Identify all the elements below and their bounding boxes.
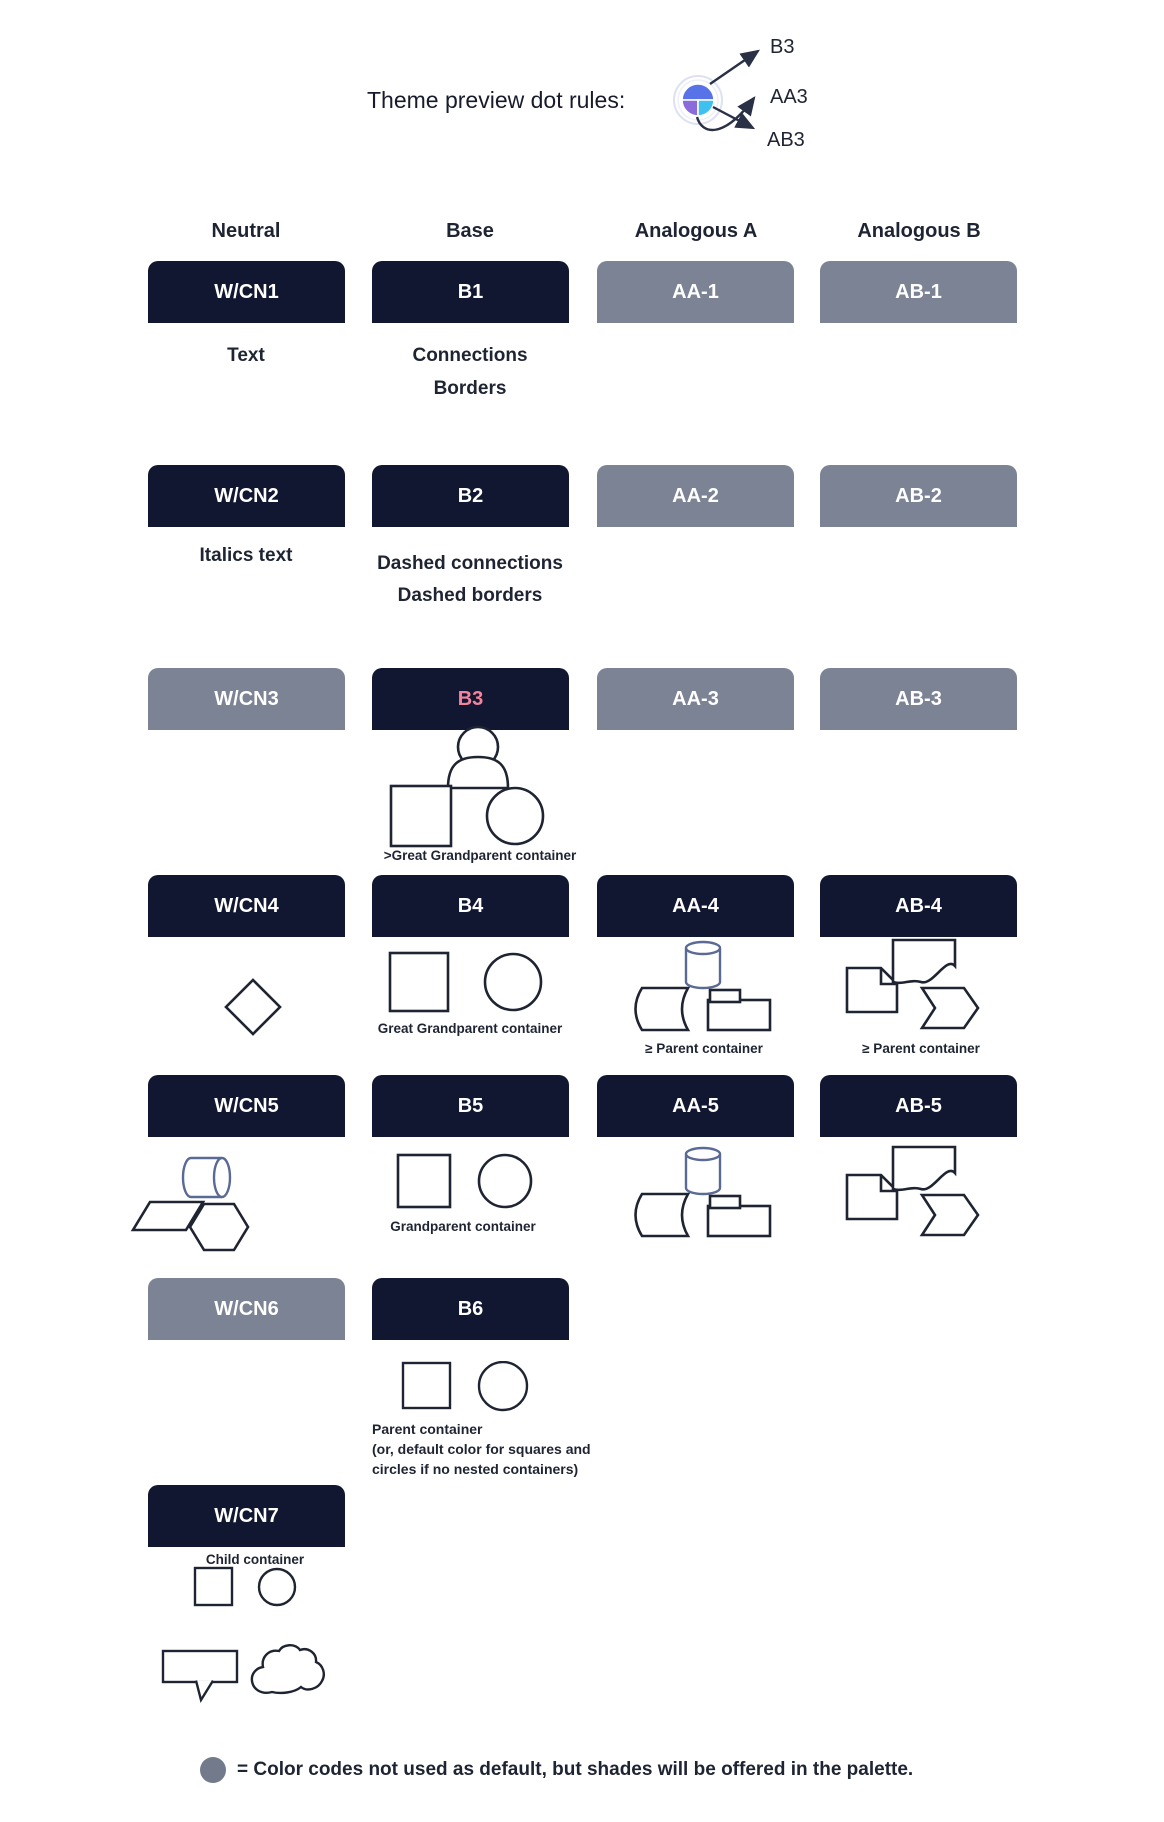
folder-body-icon: [708, 1000, 770, 1030]
chip-ab5: AB-5: [820, 1075, 1017, 1137]
chip-aa1: AA-1: [597, 261, 794, 323]
folder-body-icon: [708, 1206, 770, 1236]
column-header-analogous-b: Analogous B: [857, 220, 981, 242]
chevron-band-icon: [922, 988, 978, 1028]
chip-ab4: AB-4: [820, 875, 1017, 937]
b3-shapes-caption: >Great Grandparent container: [383, 848, 577, 863]
chip-ab2: AB-2: [820, 465, 1017, 527]
b6-caption: [372, 1419, 591, 1479]
column-header-analogous-a: Analogous A: [634, 220, 758, 242]
base-row2-note-line1: Dashed connections: [377, 553, 563, 574]
base-row1-note-line1: Connections: [412, 345, 528, 366]
dot-rule-label-b3: B3: [770, 36, 795, 58]
chip-aa5: AA-5: [597, 1075, 794, 1137]
cloud-icon: [252, 1645, 324, 1693]
square-icon: [195, 1568, 232, 1605]
b6-caption-line1: Parent container: [372, 1421, 483, 1437]
arrow-to-ab3: [713, 107, 753, 128]
theme-preview-dot-icon: [682, 84, 714, 116]
cn7-shape-group: [193, 1566, 303, 1610]
chip-b6: B6: [372, 1278, 569, 1340]
b6-shape-group: [401, 1361, 533, 1413]
circle-icon: [479, 1155, 531, 1207]
dot-rule-label-ab3: AB3: [767, 129, 805, 151]
chip-ab3: AB-3: [820, 668, 1017, 730]
wcn5-shape-group: [128, 1150, 263, 1255]
column-header-neutral: Neutral: [211, 220, 281, 242]
circle-icon: [487, 788, 543, 844]
square-icon: [403, 1363, 450, 1408]
base-row1-note-line2: Borders: [433, 378, 507, 399]
dot-base-half: [682, 84, 714, 100]
chip-wcn2: W/CN2: [148, 465, 345, 527]
cn7-caption: Child container: [205, 1552, 305, 1567]
cylinder-top-icon: [686, 1148, 720, 1160]
dot-analogous-a-quadrant: [682, 100, 698, 116]
wavy-document-icon: [893, 1147, 955, 1190]
b5-shape-group: [396, 1153, 536, 1211]
chip-b2: B2: [372, 465, 569, 527]
base-row2-note-line2: Dashed borders: [397, 585, 543, 606]
b6-caption-line3: circles if no nested containers): [372, 1461, 579, 1477]
arrow-to-b3: [710, 51, 758, 84]
chip-wcn1: W/CN1: [148, 261, 345, 323]
b4-shapes-caption: Great Grandparent container: [377, 1021, 563, 1036]
chip-aa4: AA-4: [597, 875, 794, 937]
wcn4-shape-group: [224, 978, 282, 1036]
legend-text: = Color codes not used as default, but shades will be offered in the palette.: [237, 1759, 914, 1780]
chip-b4: B4: [372, 875, 569, 937]
wavy-document-icon: [893, 940, 955, 983]
square-icon: [391, 786, 451, 846]
dot-rule-label-aa3: AA3: [770, 86, 808, 108]
person-body-icon: [448, 757, 508, 788]
circle-icon: [259, 1569, 295, 1605]
aa4-shape-group: [626, 938, 776, 1038]
chip-wcn6: W/CN6: [148, 1278, 345, 1340]
cn7-extra-shape-group: [160, 1640, 338, 1706]
aa5-shape-group: [626, 1144, 776, 1244]
chip-aa3: AA-3: [597, 668, 794, 730]
chip-b5: B5: [372, 1075, 569, 1137]
square-icon: [390, 953, 448, 1011]
chip-wcn4: W/CN4: [148, 875, 345, 937]
stored-data-icon: [636, 988, 689, 1030]
circle-icon: [485, 954, 541, 1010]
page-folded-corner-icon: [847, 968, 897, 1012]
folder-tab-icon: [710, 990, 740, 1002]
chip-wcn3: W/CN3: [148, 668, 345, 730]
column-header-base: Base: [446, 220, 494, 242]
b4-shape-group: [388, 951, 548, 1015]
square-icon: [398, 1155, 450, 1207]
b5-shapes-caption: Grandparent container: [390, 1219, 536, 1234]
circle-icon: [479, 1362, 527, 1410]
neutral-row2-note: Italics text: [199, 545, 293, 566]
b6-caption-line2: (or, default color for squares and: [372, 1441, 591, 1457]
diamond-icon: [226, 980, 280, 1034]
speech-bubble-tail-icon: [196, 1681, 213, 1700]
ab4-shape-group: [845, 936, 985, 1036]
chip-wcn5: W/CN5: [148, 1075, 345, 1137]
page-title: Theme preview dot rules:: [367, 87, 626, 113]
theme-preview-dot-figure: [640, 18, 840, 158]
chip-b1: B1: [372, 261, 569, 323]
chip-b3: B3: [372, 668, 569, 730]
stored-data-icon: [636, 1194, 689, 1236]
chip-aa2: AA-2: [597, 465, 794, 527]
cylinder-horizontal-end-icon: [214, 1158, 230, 1197]
neutral-row1-note: Text: [227, 345, 265, 366]
b3-shape-group: [380, 725, 580, 855]
folder-tab-icon: [710, 1196, 740, 1208]
cylinder-top-icon: [686, 942, 720, 954]
ab5-shape-group: [845, 1143, 985, 1243]
chip-ab1: AB-1: [820, 261, 1017, 323]
chevron-band-icon: [922, 1195, 978, 1235]
aa4-shapes-caption: ≥ Parent container: [645, 1041, 763, 1056]
ab4-shapes-caption: ≥ Parent container: [862, 1041, 980, 1056]
hexagon-icon: [190, 1204, 248, 1250]
dot-analogous-b-quadrant: [698, 100, 714, 116]
speech-bubble-body-icon: [163, 1651, 237, 1682]
legend-gray-dot-icon: [200, 1757, 226, 1783]
chip-wcn7: W/CN7: [148, 1485, 345, 1547]
page-folded-corner-icon: [847, 1175, 897, 1219]
